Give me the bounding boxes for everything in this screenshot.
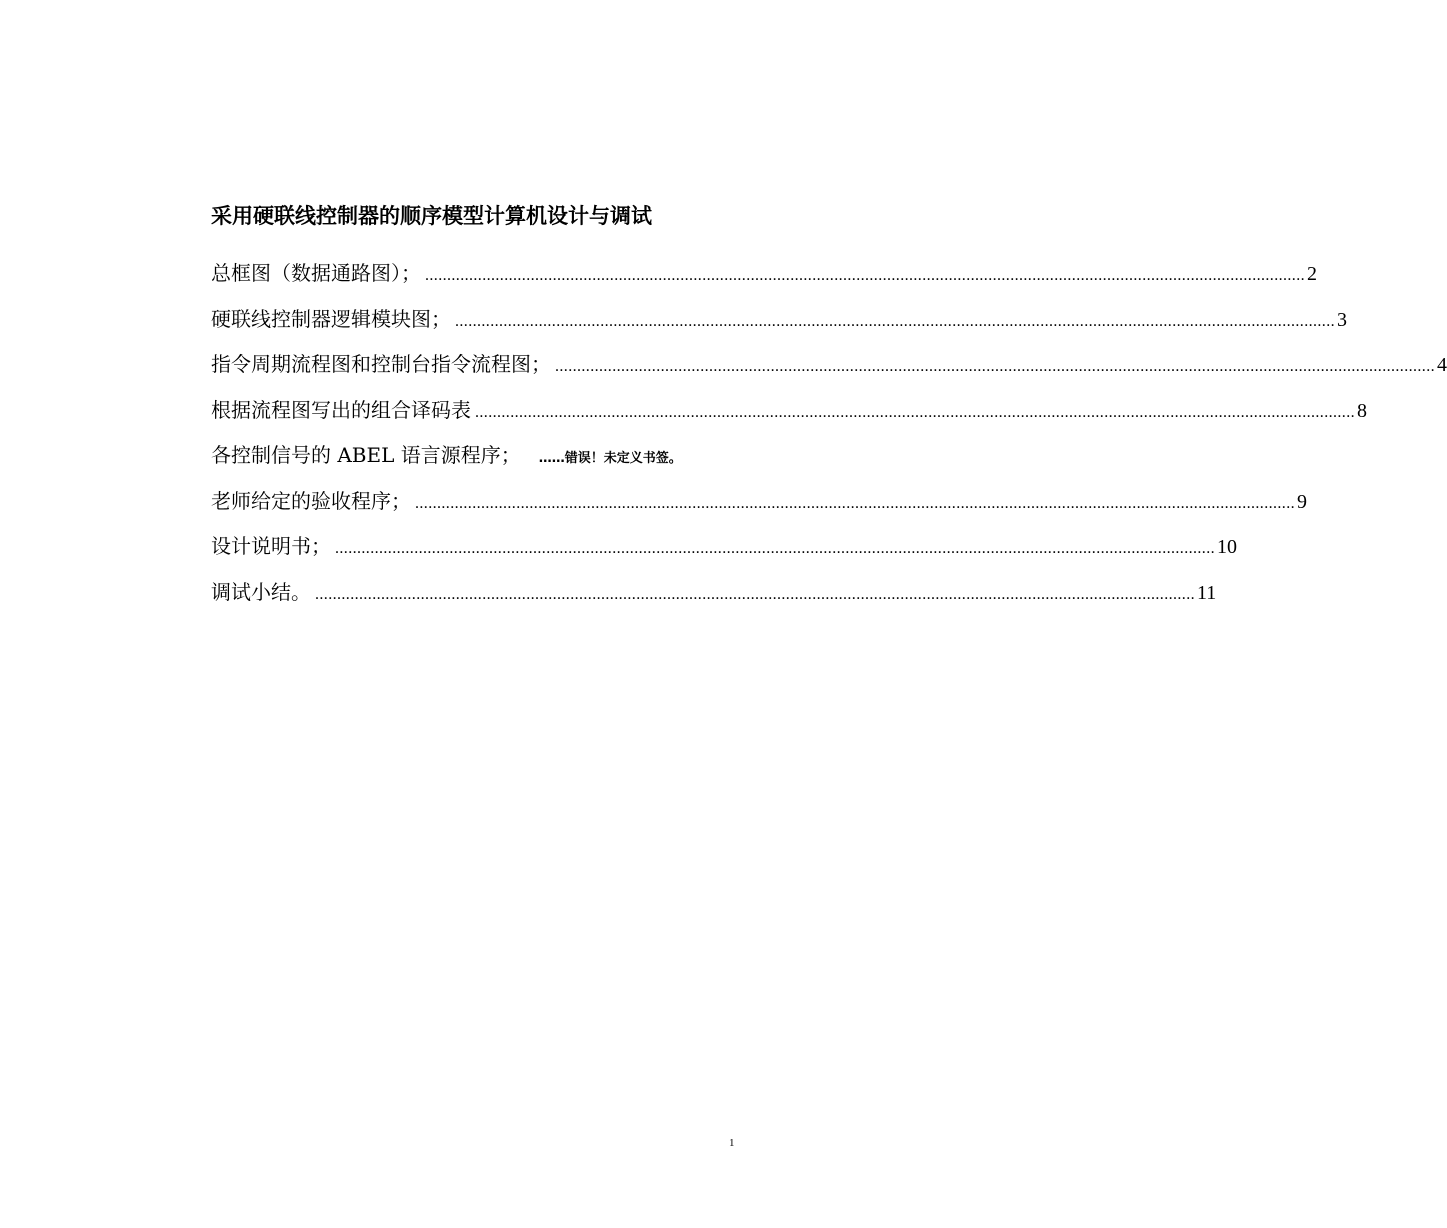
toc-error-message: ……错误！未定义书签。: [538, 451, 682, 466]
toc-dot-leader: ........................................................................................................................................................................................................: [455, 312, 1335, 330]
document-title: 采用硬联线控制器的顺序模型计算机设计与调试: [211, 204, 652, 228]
toc-entry[interactable]: [211, 528, 1237, 574]
toc-dot-leader: ........................................................................................................................................................................................................: [555, 358, 1435, 375]
toc-dot-leader: ........................................................................................................................................................................................................: [425, 267, 1305, 284]
toc-page-number: 11: [1197, 581, 1217, 604]
toc-entry-text: 指令周期流程图和控制台指令流程图；: [211, 352, 551, 376]
toc-entry-text: 设计说明书；: [211, 534, 331, 558]
toc-entry[interactable]: [211, 346, 1447, 392]
toc-entry[interactable]: [211, 437, 738, 483]
toc-entry-text: 硬联线控制器逻辑模块图；: [211, 306, 451, 331]
toc-dot-leader: ........................................................................................................................................................................................................: [335, 540, 1215, 557]
toc-entry[interactable]: [211, 483, 1307, 529]
toc-dot-leader: ........................................................................................................................................................................................................: [315, 585, 1195, 603]
toc-page-number: 2: [1307, 263, 1317, 285]
toc-entry-text: 总框图（数据通路图）；: [211, 261, 421, 285]
toc-page-number: 10: [1217, 536, 1237, 558]
toc-entry[interactable]: [211, 301, 1347, 347]
toc-entry[interactable]: [211, 392, 1367, 438]
toc-dot-leader: ........................................................................................................................................................................................................: [415, 494, 1295, 512]
table-of-contents: [211, 255, 1447, 619]
toc-page-number: 3: [1337, 308, 1347, 331]
toc-entry[interactable]: [211, 574, 1217, 620]
toc-entry-text: 根据流程图写出的组合译码表: [211, 397, 471, 422]
toc-page-number: 4: [1437, 354, 1447, 376]
toc-entry-text: 各控制信号的 ABEL 语言源程序；: [211, 443, 521, 467]
toc-entry[interactable]: [211, 255, 1317, 301]
toc-entry-text: 老师给定的验收程序；: [211, 488, 411, 513]
toc-entry-text: 调试小结。: [211, 579, 311, 604]
toc-page-number: 8: [1357, 399, 1367, 422]
page-number: 1: [729, 1137, 735, 1149]
toc-dot-leader: ........................................................................................................................................................................................................: [475, 403, 1355, 421]
toc-page-number: 9: [1297, 490, 1307, 513]
